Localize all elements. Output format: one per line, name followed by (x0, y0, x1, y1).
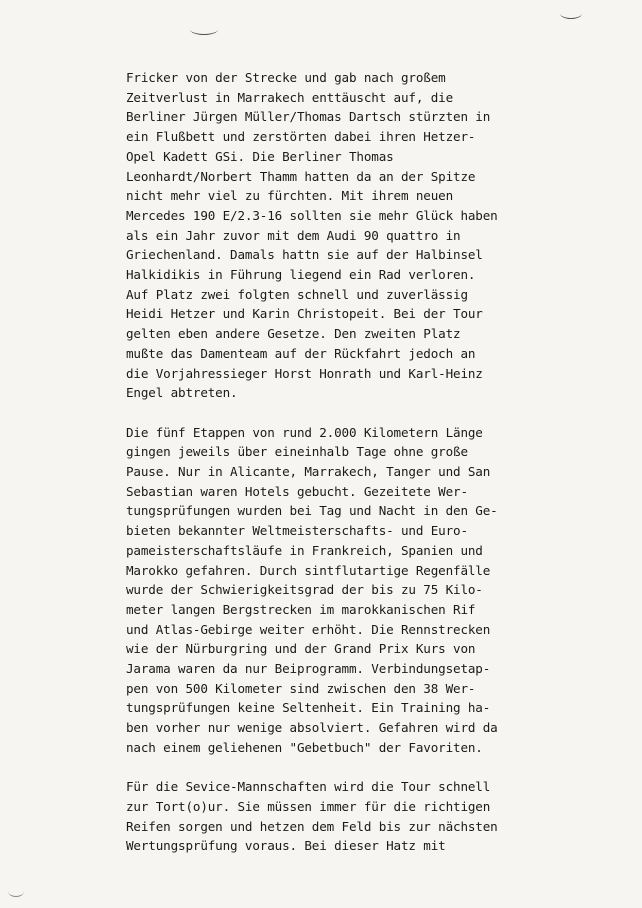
text-line: Marokko gefahren. Durch sintflutartige Regenfälle (126, 562, 491, 578)
text-line: meter langen Bergstrecken im marokkanischen Rif (126, 601, 476, 617)
text-line: mußte das Damenteam auf der Rückfahrt jedoch an (126, 345, 476, 361)
text-line: Fricker von der Strecke und gab nach großem (126, 70, 446, 85)
text-line: wie der Nürburgring und der Grand Prix Kurs von (126, 641, 476, 657)
text-line: Auf Platz zwei folgten schnell und zuverlässig (126, 286, 468, 302)
text-line: Griechenland. Damals hattn sie auf der Halbinsel (126, 247, 483, 263)
text-line: Die fünf Etappen von rund 2.000 Kilometern Länge (126, 424, 483, 440)
paragraph (126, 68, 566, 403)
punch-mark (190, 24, 218, 35)
text-line: Mercedes 190 E/2.3-16 sollten sie mehr Glück haben (126, 207, 498, 223)
text-line: Wertungsprüfung voraus. Bei dieser Hatz mit (126, 838, 446, 854)
text-line: bieten bekannter Weltmeisterschafts- und Euro- (126, 523, 468, 539)
punch-mark (8, 886, 24, 897)
punch-mark (560, 8, 582, 19)
text-line: zur Tort(o)ur. Sie müssen immer für die richtigen (126, 798, 491, 814)
text-line: nach einem geliehenen "Gebetbuch" der Favoriten. (126, 739, 483, 755)
text-line: Halkidikis in Führung liegend ein Rad verloren. (126, 267, 476, 283)
text-line: als ein Jahr zuvor mit dem Audi 90 quattro in (126, 227, 461, 243)
text-line: die Vorjahressieger Horst Honrath und Karl-Heinz (126, 365, 483, 381)
text-line: und Atlas-Gebirge weiter erhöht. Die Rennstrecken (126, 621, 491, 637)
text-line: wurde der Schwierigkeitsgrad der bis zu 75 Kilo- (126, 582, 483, 598)
text-line: ben vorher nur wenige absolviert. Gefahren wird da (126, 720, 498, 736)
text-line: Zeitverlust in Marrakech enttäuscht auf, die (126, 89, 454, 105)
text-line: tungsprüfungen keine Seltenheit. Ein Training ha- (126, 700, 491, 716)
text-line: Heidi Hetzer und Karin Christopeit. Bei der Tour (126, 306, 483, 322)
text-line: tungsprüfungen wurden bei Tag und Nacht in den Ge- (126, 503, 498, 519)
text-line: Leonhardt/Norbert Thamm hatten da an der Spitze (126, 168, 476, 184)
text-line: Für die Sevice-Mannschaften wird die Tour schnell (126, 779, 491, 795)
text-line: Jarama waren da nur Beiprogramm. Verbindungsetap- (126, 661, 491, 677)
text-line: pameisterschaftsläufe in Frankreich, Spanien und (126, 542, 483, 558)
paragraph (126, 777, 566, 856)
text-line: Opel Kadett GSi. Die Berliner Thomas (126, 148, 394, 164)
text-line: Sebastian waren Hotels gebucht. Gezeitete Wer- (126, 483, 468, 499)
text-line: pen von 500 Kilometer sind zwischen den 38 Wer- (126, 680, 476, 696)
text-line: Engel abtreten. (126, 385, 238, 401)
text-line: Reifen sorgen und hetzen dem Feld bis zur nächsten (126, 818, 498, 834)
text-line: gingen jeweils über eineinhalb Tage ohne große (126, 444, 468, 460)
text-line: ein Flußbett und zerstörten dabei ihren Hetzer- (126, 129, 476, 145)
text-line: Pause. Nur in Alicante, Marrakech, Tanger und San (126, 464, 491, 480)
text-line: nicht mehr viel zu fürchten. Mit ihrem neuen (126, 188, 454, 204)
text-line: gelten eben andere Gesetze. Den zweiten Platz (126, 326, 461, 342)
document-body (126, 68, 566, 876)
paragraph (126, 423, 566, 758)
text-line: Berliner Jürgen Müller/Thomas Dartsch stürzten in (126, 109, 491, 125)
